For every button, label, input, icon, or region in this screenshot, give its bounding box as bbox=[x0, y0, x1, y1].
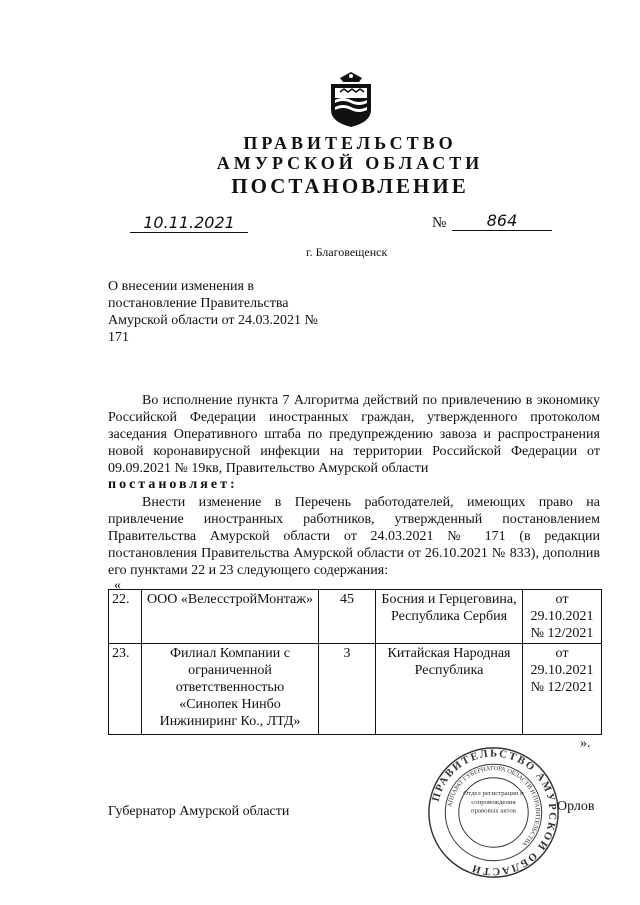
stamp-middle-text: АППАРАТ ГУБЕРНАТОРА ОБЛАСТИ И ПРАВИТЕЛЬСТВА bbox=[446, 765, 541, 848]
document-subject: О внесении изменения в постановление Правительства Амурской области от 24.03.2021 № 171 bbox=[108, 279, 318, 345]
employers-table bbox=[108, 589, 602, 735]
coat-of-arms-emblem bbox=[326, 70, 376, 128]
government-title-line2: АМУРСКОЙ ОБЛАСТИ bbox=[216, 153, 484, 173]
stamp-center-text: Отдел регистрации и сопровождения правовых актов bbox=[463, 789, 524, 815]
resolves-word: постановляет: bbox=[108, 477, 238, 492]
city-name: г. Благовещенск bbox=[306, 245, 388, 259]
row-number-cell: 23. bbox=[109, 644, 142, 735]
protocol-date-cell: от 29.10.2021 № 12/2021 bbox=[523, 644, 602, 735]
document-number: 864 bbox=[452, 211, 552, 231]
closing-quote: ». bbox=[580, 736, 591, 751]
employer-name-cell: Филиал Компании с ограниченной ответственностью «Синопек Нинбо Инжиниринг Ко., ЛТД» bbox=[142, 644, 319, 735]
government-title-line1: ПРАВИТЕЛЬСТВО bbox=[243, 133, 457, 153]
row-number-cell: 22. bbox=[109, 590, 142, 644]
table-row bbox=[109, 590, 602, 644]
opening-quote: « bbox=[114, 578, 121, 593]
resolution-paragraph: Внести изменение в Перечень работодателей, имеющих право на привлечение иностранных работников, утвержденный постановлением Правительства Амурской области от 24.03.2021 № 171 (в редакции постановления Правительства Амурской области от 26.10.2021 № 833), дополнив его пунктами 22 и 23 следующего содержания: bbox=[108, 495, 600, 578]
signatory-name: Орлов bbox=[557, 799, 595, 814]
table-row bbox=[109, 644, 602, 735]
employer-name-cell: ООО «ВелесстройМонтаж» bbox=[142, 590, 319, 644]
number-sign: № bbox=[432, 215, 447, 231]
document-date: 10.11.2021 bbox=[130, 213, 248, 233]
protocol-date-cell: от 29.10.2021 № 12/2021 bbox=[523, 590, 602, 644]
official-stamp bbox=[426, 745, 561, 880]
signatory-title: Губернатор Амурской области bbox=[108, 804, 290, 819]
country-cell: Босния и Герцеговина, Республика Сербия bbox=[376, 590, 523, 644]
preamble-paragraph: Во исполнение пункта 7 Алгоритма действий по привлечению в экономику Российской Федерации иностранных граждан, утвержденного протоколом заседания Оперативного штаба по предупреждению завоза и распространения новой коронавирусной инфекции на территории Российской Федерации от 09.09.2021 № 19кв, Правительство Амурской области bbox=[108, 393, 600, 476]
workers-count-cell: 3 bbox=[319, 644, 376, 735]
document-type-title: ПОСТАНОВЛЕНИЕ bbox=[231, 174, 469, 198]
country-cell: Китайская Народная Республика bbox=[376, 644, 523, 735]
stamp-outer-text: ПРАВИТЕЛЬСТВО АМУРСКОЙ ОБЛАСТИ bbox=[430, 748, 558, 877]
workers-count-cell: 45 bbox=[319, 590, 376, 644]
